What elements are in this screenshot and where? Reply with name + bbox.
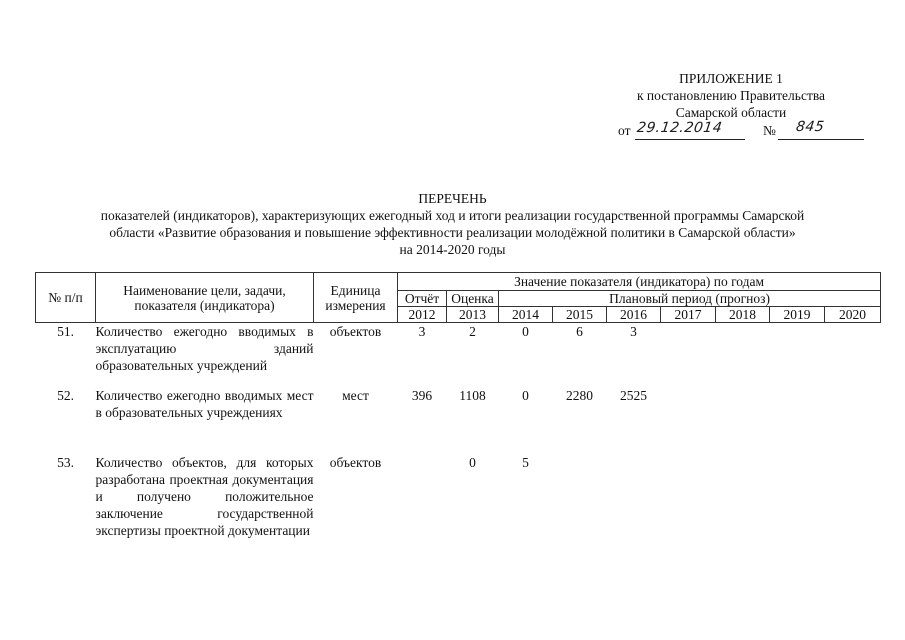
row-number: 53. xyxy=(57,455,74,470)
value-2019 xyxy=(770,454,825,564)
indicator-unit: мест xyxy=(342,388,369,403)
header-year: 2014 xyxy=(499,307,553,323)
row-number: 52. xyxy=(57,388,74,403)
value-2017 xyxy=(661,323,716,388)
value-2016 xyxy=(607,454,661,564)
header-values-group: Значение показателя (индикатора) по годам xyxy=(398,273,881,291)
value-2016: 2525 xyxy=(620,388,647,403)
document-title: ПЕРЕЧЕНЬ xyxy=(418,191,487,206)
value-2013: 0 xyxy=(469,455,476,470)
value-2012: 396 xyxy=(411,388,433,403)
header-year: 2015 xyxy=(553,307,607,323)
document-title-block xyxy=(30,190,875,258)
value-2015: 6 xyxy=(576,324,583,339)
value-2013: 2 xyxy=(469,324,476,339)
indicator-name: Количество ежегодно вводимых мест в образовательных учреждениях xyxy=(95,388,314,420)
header-estimate: Оценка xyxy=(447,291,499,307)
appendix-line1: к постановлению Правительства xyxy=(636,88,826,103)
document-reference xyxy=(618,121,868,143)
header-num: № п/п xyxy=(36,273,96,323)
header-plan: Плановый период (прогноз) xyxy=(499,291,881,307)
handwritten-date: 29.12.2014 xyxy=(635,120,724,136)
value-2014: 0 xyxy=(522,324,529,339)
header-year: 2012 xyxy=(398,307,447,323)
document-subtitle-2: области «Развитие образования и повышение эффективности реализации молодёжной политики в Самарской области» xyxy=(109,225,796,240)
appendix-line2: Самарской области xyxy=(675,105,787,120)
value-2017 xyxy=(661,454,716,564)
value-2019 xyxy=(770,387,825,454)
number-prefix: № xyxy=(763,123,776,138)
document-subtitle-1: показателей (индикаторов), характеризующих ежегодный ход и итоги реализации государственной программы Самарской xyxy=(100,208,805,223)
value-2020 xyxy=(825,454,881,564)
header-report: Отчёт xyxy=(398,291,447,307)
header-year: 2020 xyxy=(825,307,881,323)
table-row xyxy=(36,387,881,454)
value-2014: 0 xyxy=(522,388,529,403)
indicators-table xyxy=(35,272,881,564)
header-name: Наименование цели, задачи, показателя (индикатора) xyxy=(96,273,314,323)
appendix-header xyxy=(600,70,862,121)
value-2012: 3 xyxy=(418,324,426,339)
value-2018 xyxy=(716,454,770,564)
header-year: 2016 xyxy=(607,307,661,323)
table-row xyxy=(36,323,881,388)
date-prefix: от xyxy=(618,123,631,138)
indicator-name: Количество ежегодно вводимых в эксплуатацию зданий образовательных учреждений xyxy=(95,324,314,373)
indicator-unit: объектов xyxy=(329,324,382,339)
document-subtitle-3: на 2014-2020 годы xyxy=(399,242,506,257)
value-2015 xyxy=(553,454,607,564)
number-underline xyxy=(778,139,864,140)
handwritten-number: 845 xyxy=(794,119,826,135)
value-2020 xyxy=(825,323,881,388)
row-number: 51. xyxy=(57,324,74,339)
value-2016: 3 xyxy=(630,324,637,339)
value-2018 xyxy=(716,387,770,454)
value-2015: 2280 xyxy=(566,388,593,403)
value-2018 xyxy=(716,323,770,388)
value-2019 xyxy=(770,323,825,388)
date-underline xyxy=(635,139,745,140)
header-year: 2017 xyxy=(661,307,716,323)
table-row xyxy=(36,454,881,564)
header-unit: Единица измерения xyxy=(314,273,398,323)
indicator-unit: объектов xyxy=(329,455,382,470)
header-year: 2019 xyxy=(770,307,825,323)
value-2017 xyxy=(661,387,716,454)
value-2012 xyxy=(398,454,447,564)
value-2013: 1108 xyxy=(459,388,486,403)
value-2014: 5 xyxy=(522,455,529,470)
value-2020 xyxy=(825,387,881,454)
header-year: 2013 xyxy=(447,307,499,323)
header-year: 2018 xyxy=(716,307,770,323)
appendix-title: ПРИЛОЖЕНИЕ 1 xyxy=(679,71,783,86)
indicator-name: Количество объектов, для которых разработана проектная документация и получено положительное заключение государственной экспертизы проектной документации xyxy=(95,455,314,538)
